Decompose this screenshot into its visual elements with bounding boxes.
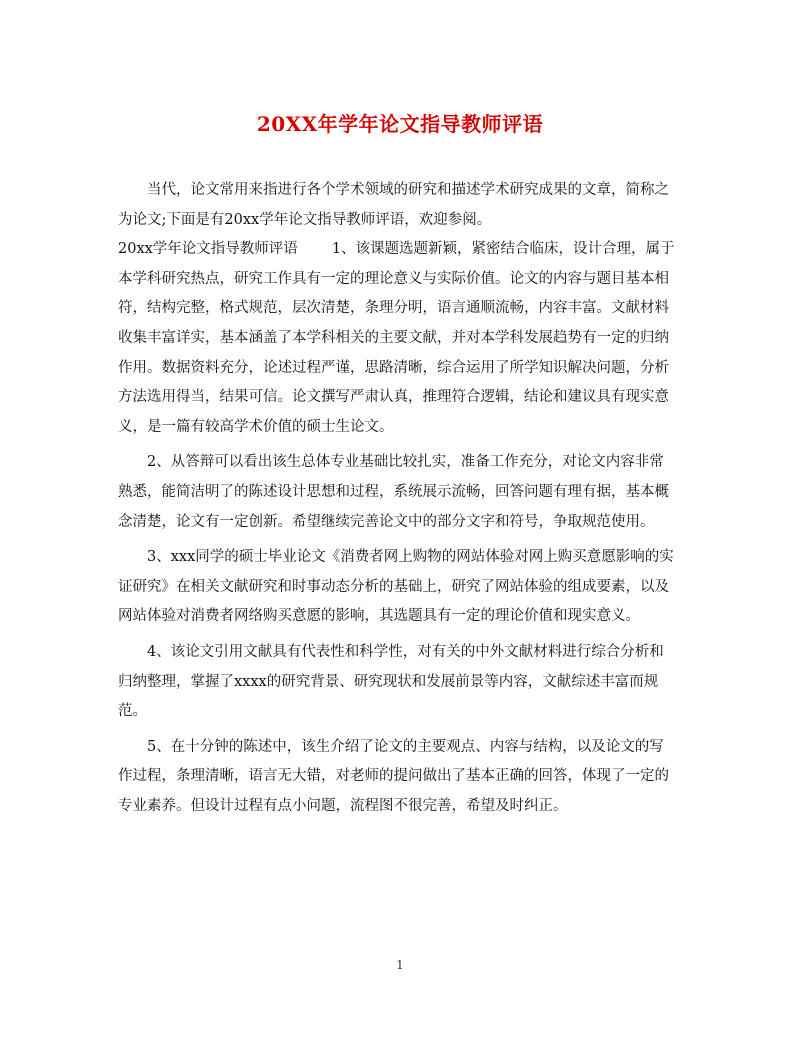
page-number: 1 [396, 958, 404, 972]
document-body [118, 176, 678, 821]
document-title: 20XX年学年论文指导教师评语 [256, 112, 544, 136]
paragraph-2: 2、从答辩可以看出该生总体专业基础比较扎实，准备工作充分，对论文内容非常熟悉，能简洁明了的陈述设计思想和过程，系统展示流畅，回答问题有理有据，基本概念清楚，论文有一定创新。希望继续完善论文中的部分文字和符号，争取规范使用。 [118, 454, 669, 530]
intro-paragraph: 当代，论文常用来指进行各个学术领域的研究和描述学术研究成果的文章，简称之为论文;下面是有20xx学年论文指导教师评语，欢迎参阅。 [118, 182, 669, 228]
paragraph-1: 1、该课题选题新颖，紧密结合临床，设计合理，属于本学科研究热点，研究工作具有一定的理论意义与实际价值。论文的内容与题目基本相符，结构完整，格式规范，层次清楚，条理分明，语言通顺流畅，内容丰富。文献材料收集丰富详实，基本涵盖了本学科相关的主要文献，并对本学科发展趋势有一定的归纳作用。数据资料充分，论述过程严谨，思路清晰，综合运用了所学知识解决问题，分析方法选用得当，结果可信。论文撰写严肃认真，推理符合逻辑，结论和建议具有现实意义，是一篇有较高学术价值的硕士生论文。 [118, 241, 675, 435]
subtitle-line [118, 235, 678, 442]
paragraph-3: 3、xxx同学的硕士毕业论文《消费者网上购物的网站体验对网上购买意愿影响的实证研究》在相关文献研究和时事动态分析的基础上，研究了网站体验的组成要素，以及网站体验对消费者网络购买意愿的影响，其选题具有一定的理论价值和现实意义。 [118, 549, 674, 625]
paragraph-5: 5、在十分钟的陈述中，该生介绍了论文的主要观点、内容与结构，以及论文的写作过程，条理清晰，语言无大错，对老师的提问做出了基本正确的回答，体现了一定的专业素养。但设计过程有点小问题，流程图不很完善，希望及时纠正。 [118, 738, 669, 814]
paragraph-4: 4、该论文引用文献具有代表性和科学性，对有关的中外文献材料进行综合分析和归纳整理，掌握了xxxx的研究背景、研究现状和发展前景等内容，文献综述丰富而规范。 [118, 643, 664, 720]
subtitle: 20xx学年论文指导教师评语 [118, 241, 298, 258]
